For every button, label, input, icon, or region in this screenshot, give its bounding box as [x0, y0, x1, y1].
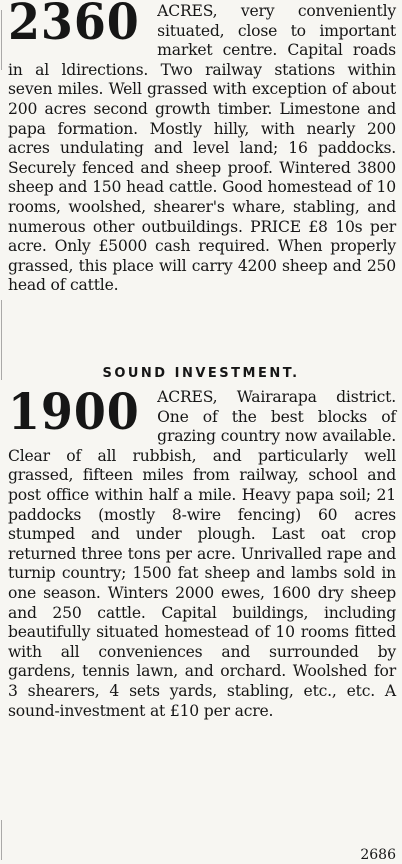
section-heading: SOUND INVESTMENT.	[102, 366, 300, 381]
column-edge-mark	[1, 10, 2, 70]
column-edge-mark	[1, 820, 2, 860]
listing-description: ACRES, very conveniently situated, close to important market centre. Capital roads in al ldirections. Two railway stations within seven miles. Well grassed with exception of about 200 acres second growth timber. Limestone and papa formation. Mostly hilly, with nearly 200 acres undulating and level land; 16 paddocks. Securely fenced and sheep proof. Wintered 3800 sheep and 150 head cattle. Good homestead of 10 rooms, woolshed, shearer's whare, stabling, and numerous other outbuildings. PRICE £8 10s per acre. Only £5000 cash required. When properly grassed, this place will carry 4200 sheep and 250 head of cattle.	[8, 2, 396, 295]
listing-acreage-number: 2360	[8, 0, 140, 51]
listing-1900-acres	[8, 382, 396, 721]
listing-description: ACRES, Wairarapa district. One of the best blocks of grazing country now available. Clear of all rubbish, and particularly well grassed, fifteen miles from railway, school and post office within half a mile. Heavy papa soil; 21 paddocks (mostly 8-wire fencing) 60 acres stumped and under plough. Last oat crop returned three tons per acre. Unrivalled rape and turnip country; 1500 fat sheep and lambs sold in one season. Winters 2000 ewes, 1600 dry sheep and 250 cattle. Capital buildings, including beautifully situated homestead of 10 rooms fitted with all conveniences and surrounded by gardens, tennis lawn, and orchard. Woolshed for 3 shearers, 4 sets yards, stabling, etc., etc. A sound-investment at £10 per acre.	[8, 388, 396, 720]
listing-acreage-number: 1900	[8, 382, 140, 441]
ad-reference-code: 2686	[360, 847, 396, 863]
column-edge-mark	[1, 300, 2, 380]
listing-2360-acres	[8, 0, 396, 296]
